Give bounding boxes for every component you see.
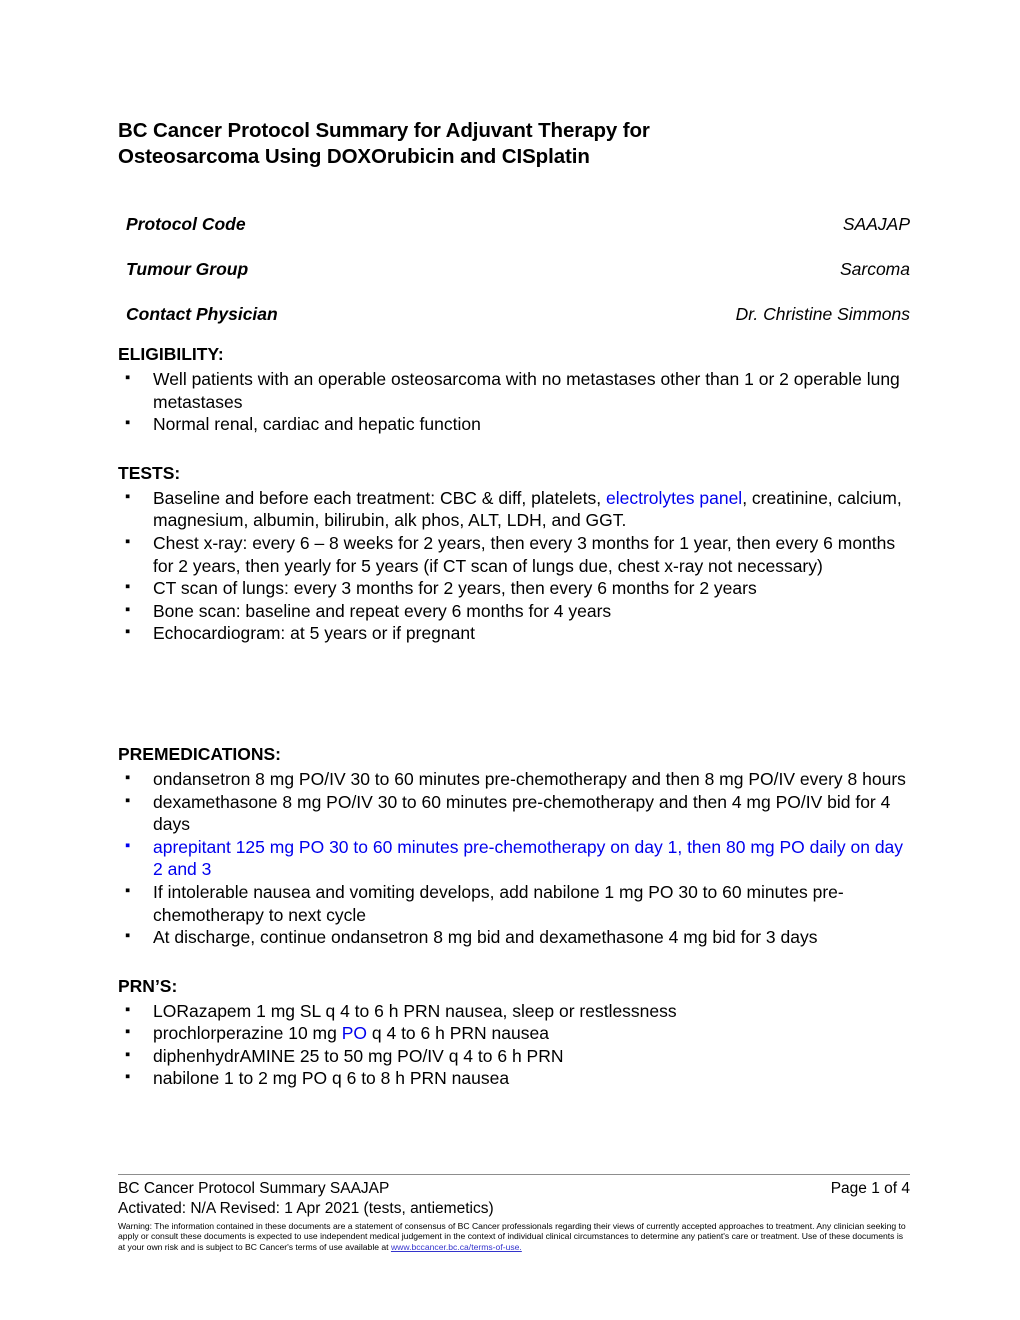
tests-baseline-text-start: Baseline and before each treatment: CBC & diff, platelets, (153, 487, 606, 508)
page-title-line-1: BC Cancer Protocol Summary for Adjuvant Therapy for (118, 119, 650, 142)
list-item: ▪ At discharge, continue ondansetron 8 mg bid and dexamethasone 4 mg bid for 3 days (118, 926, 910, 949)
section-prns (118, 975, 910, 1090)
meta-label-protocol-code: Protocol Code (126, 214, 246, 234)
meta-row-protocol-code (118, 214, 910, 235)
section-premedications (118, 743, 910, 949)
footer-protocol-label: BC Cancer Protocol Summary SAAJAP (118, 1180, 390, 1197)
list-item: ▪ Normal renal, cardiac and hepatic function (118, 413, 910, 436)
list-item: ▪ nabilone 1 to 2 mg PO q 6 to 8 h PRN nausea (118, 1067, 910, 1090)
list-item-aprepitant: ▪ aprepitant 125 mg PO 30 to 60 minutes pre-chemotherapy on day 1, then 80 mg PO daily on day 2 and 3 (118, 836, 910, 881)
disclaimer-text: Warning: The information contained in these documents are a statement of consensus of BC Cancer professionals regarding their views of currently accepted approaches to treatment. Any clinician seeking to apply or consult these documents is expected to use independent medical judgement in the context of individual clinical circumstances to determine any patient's care or treatment. Use of these documents is at your own risk and is subject to BC Cancer's terms of use available at (118, 1221, 906, 1252)
list-item: ▪ dexamethasone 8 mg PO/IV 30 to 60 minutes pre-chemotherapy and then 4 mg PO/IV bid for 4 days (118, 791, 910, 836)
section-heading-premedications: PREMEDICATIONS: (118, 743, 282, 764)
footer-revision: Activated: N/A Revised: 1 Apr 2021 (tests, antiemetics) (118, 1200, 494, 1217)
section-heading-prns: PRN’S: (118, 975, 178, 996)
eligibility-list (118, 368, 910, 436)
list-item: ▪ Bone scan: baseline and repeat every 6 months for 4 years (118, 600, 910, 623)
prochlorperazine-text-end: q 4 to 6 h PRN nausea (367, 1023, 549, 1044)
footer-top-row (118, 1179, 910, 1199)
prns-list (118, 1000, 910, 1090)
list-item: ▪ ondansetron 8 mg PO/IV 30 to 60 minutes pre-chemotherapy and then 8 mg PO/IV every 8 hours (118, 768, 910, 791)
po-link[interactable]: PO (341, 1023, 368, 1044)
meta-value-contact-physician: Dr. Christine Simmons (735, 304, 910, 324)
page-title (118, 118, 910, 170)
list-item: ▪ If intolerable nausea and vomiting develops, add nabilone 1 mg PO 30 to 60 minutes pre-chemotherapy to next cycle (118, 881, 910, 926)
section-eligibility (118, 343, 910, 436)
document-body (118, 118, 910, 1090)
footer-divider (118, 1174, 910, 1175)
page-title-line-2: Osteosarcoma Using DOXOrubicin and CISplatin (118, 145, 590, 168)
list-item: ▪ Echocardiogram: at 5 years or if pregnant (118, 622, 910, 645)
meta-value-tumour-group: Sarcoma (839, 259, 910, 279)
meta-row-contact-physician (118, 304, 910, 325)
page-footer (118, 1174, 910, 1252)
premedications-list (118, 768, 910, 949)
electrolytes-panel-link[interactable]: electrolytes panel (606, 487, 743, 508)
section-tests (118, 462, 910, 645)
section-heading-tests: TESTS: (118, 462, 181, 483)
list-item: ▪ Chest x-ray: every 6 – 8 weeks for 2 years, then every 3 months for 1 year, then every 6 months for 2 years, then yearly for 5 years (if CT scan of lungs due, chest x-ray not necessary) (118, 532, 910, 577)
list-item: ▪ diphenhydrAMINE 25 to 50 mg PO/IV q 4 to 6 h PRN (118, 1045, 910, 1068)
list-item: ▪ Well patients with an operable osteosarcoma with no metastases other than 1 or 2 operable lung metastases (118, 368, 910, 413)
footer-page-number: Page 1 of 4 (830, 1180, 910, 1197)
meta-row-tumour-group (118, 259, 910, 280)
list-item (118, 487, 910, 532)
protocol-meta (118, 214, 910, 325)
meta-label-tumour-group: Tumour Group (126, 259, 249, 279)
section-heading-eligibility: ELIGIBILITY: (118, 344, 224, 364)
list-item: ▪ LORazapem 1 mg SL q 4 to 6 h PRN nausea, sleep or restlessness (118, 1000, 910, 1023)
footer-disclaimer (118, 1221, 908, 1252)
prochlorperazine-text-start: prochlorperazine 10 mg (153, 1023, 342, 1044)
list-item (118, 1022, 910, 1045)
list-item: ▪ CT scan of lungs: every 3 months for 2 years, then every 6 months for 2 years (118, 577, 910, 600)
tests-list (118, 487, 910, 645)
tests-baseline-text-end: , creatinine, calcium, magnesium, albumin, bilirubin, alk phos, ALT, LDH, and GGT. (153, 487, 902, 531)
meta-value-protocol-code: SAAJAP (842, 214, 910, 234)
meta-label-contact-physician: Contact Physician (126, 304, 278, 324)
terms-of-use-link[interactable]: www.bccancer.bc.ca/terms-of-use. (390, 1241, 522, 1252)
